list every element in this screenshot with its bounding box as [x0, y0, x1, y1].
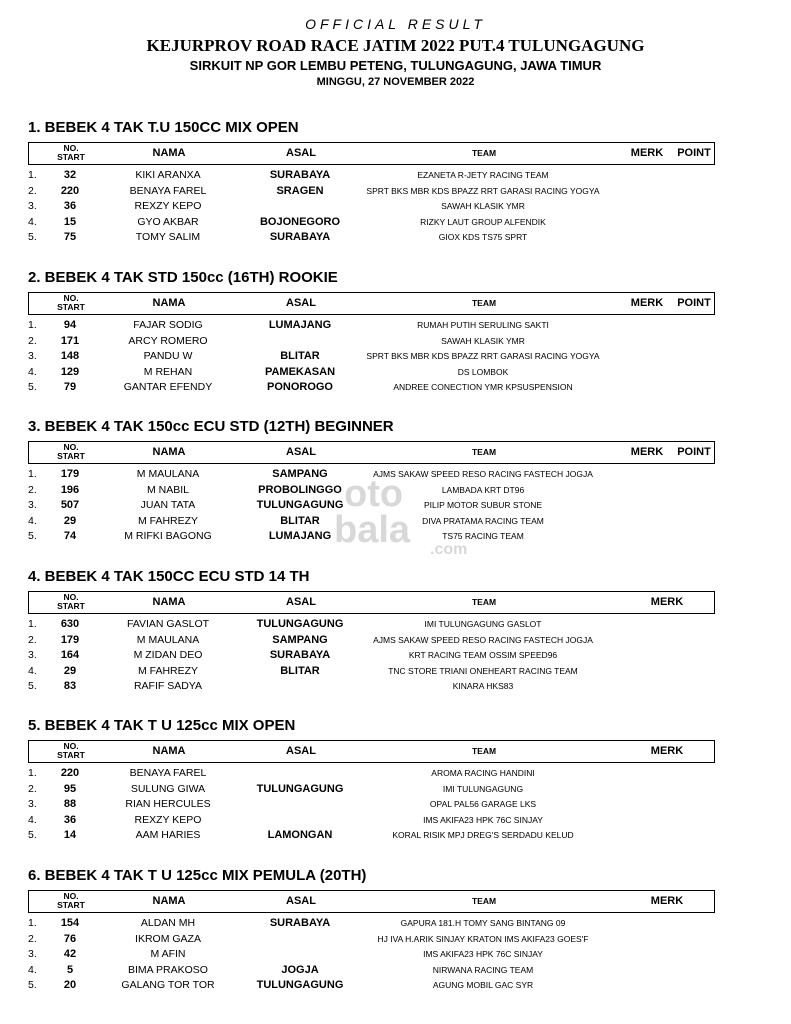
result-row	[28, 978, 716, 994]
column-header-start-line: START	[57, 900, 85, 910]
rider-name: JUAN TATA	[140, 499, 196, 511]
rider-origin: SURABAYA	[269, 649, 331, 661]
rider-origin: LAMONGAN	[267, 829, 333, 841]
start-number: 5	[66, 963, 74, 976]
official-result-label: OFFICIAL RESULT	[305, 16, 486, 32]
start-number: 179	[60, 633, 80, 646]
event-title: KEJURPROV ROAD RACE JATIM 2022 PUT.4 TULUNGAGUNG	[146, 36, 645, 55]
rider-name: FAVIAN GASLOT	[126, 618, 210, 630]
column-header-point: POINT	[677, 446, 711, 458]
rider-name: GYO AKBAR	[137, 215, 199, 228]
results-rows	[28, 617, 716, 695]
result-position: 1.	[28, 169, 37, 181]
start-number: 79	[63, 381, 77, 393]
column-header-asal: ASAL	[286, 147, 316, 159]
team-name: DS LOMBOK	[457, 366, 509, 377]
column-header-merk: MERK	[630, 446, 664, 458]
result-row	[28, 828, 716, 844]
results-table-header	[28, 142, 715, 165]
result-position: 4.	[28, 514, 37, 527]
rider-origin: TULUNGAGUNG	[256, 499, 344, 511]
column-header-merk: MERK	[650, 745, 684, 757]
column-header-merk: MERK	[630, 147, 664, 159]
rider-origin: SAMPANG	[272, 468, 328, 480]
column-header-merk: MERK	[650, 895, 684, 907]
rider-name: M MAULANA	[136, 633, 200, 646]
start-number: 148	[60, 350, 80, 362]
result-row	[28, 230, 716, 246]
result-position: 3.	[28, 948, 37, 960]
start-number: 76	[63, 932, 77, 945]
column-header-no-start	[47, 593, 95, 611]
race-class-title: 4. BEBEK 4 TAK 150CC ECU STD 14 TH	[28, 568, 310, 585]
results-rows	[28, 318, 716, 396]
column-header-start-line: START	[57, 601, 85, 611]
rider-name: PANDU W	[143, 350, 193, 362]
results-rows	[28, 916, 716, 994]
result-row	[28, 813, 716, 829]
start-number: 154	[60, 917, 80, 929]
rider-name: KIKI ARANXA	[135, 169, 201, 181]
column-header-team: TEAM	[471, 298, 497, 308]
rider-origin: LUMAJANG	[268, 530, 332, 542]
rider-name: FAJAR SODIG	[133, 319, 203, 331]
team-name: RUMAH PUTIH SERULING SAKTI	[417, 320, 549, 330]
result-row	[28, 365, 716, 381]
rider-origin: SRAGEN	[276, 184, 324, 197]
results-table-header	[28, 740, 715, 763]
watermark-text-com: .com	[430, 541, 468, 558]
team-name: AROMA RACING HANDINI	[431, 768, 535, 778]
result-row	[28, 648, 716, 664]
result-position: 5.	[28, 381, 37, 393]
result-row	[28, 199, 716, 215]
column-header-no-line: NO.	[63, 442, 79, 452]
start-number: 15	[63, 215, 77, 228]
column-header-no-line: NO.	[63, 741, 79, 751]
rider-name: GANTAR EFENDY	[123, 381, 213, 393]
team-name: SAWAH KLASIK YMR	[441, 335, 525, 346]
result-position: 1.	[28, 618, 37, 630]
rider-origin: SURABAYA	[269, 917, 331, 929]
team-name: TNC STORE TRIANI ONEHEART RACING TEAM	[388, 665, 578, 676]
result-position: 1.	[28, 319, 37, 331]
column-header-asal: ASAL	[286, 446, 316, 458]
result-row	[28, 797, 716, 813]
team-name: KINARA HKS83	[452, 681, 514, 691]
result-position: 1.	[28, 468, 37, 480]
rider-origin: LUMAJANG	[268, 319, 332, 331]
start-number: 32	[63, 169, 77, 181]
start-number: 29	[63, 514, 77, 527]
team-name: HJ IVA H.ARIK SINJAY KRATON IMS AKIFA23 GOES'F	[377, 933, 589, 944]
rider-name: BENAYA FAREL	[129, 184, 207, 197]
race-class-section	[28, 866, 716, 994]
result-position: 4.	[28, 664, 37, 677]
column-header-merk: MERK	[630, 297, 664, 309]
start-number: 29	[63, 664, 77, 677]
rider-origin: SURABAYA	[269, 169, 331, 181]
result-row	[28, 679, 716, 695]
rider-name: M MAULANA	[136, 468, 200, 480]
result-row	[28, 318, 716, 334]
result-row	[28, 215, 716, 231]
team-name: IMI TULUNGAGUNG	[442, 783, 524, 794]
start-number: 220	[60, 184, 80, 197]
column-header-nama: NAMA	[152, 297, 186, 309]
team-name: AJMS SAKAW SPEED RESO RACING FASTECH JOGJA	[373, 469, 593, 479]
team-name: EZANETA R-JETY RACING TEAM	[417, 170, 549, 180]
team-name: KORAL RISIK MPJ DREG'S SERDADU KELUD	[392, 830, 574, 840]
race-class-title: 1. BEBEK 4 TAK T.U 150CC MIX OPEN	[28, 119, 299, 136]
result-position: 5.	[28, 530, 37, 542]
team-name: DIVA PRATAMA RACING TEAM	[422, 515, 544, 526]
rider-origin: PROBOLINGGO	[258, 483, 342, 496]
result-row	[28, 916, 716, 932]
result-position: 4.	[28, 963, 37, 976]
column-header-no-line: NO.	[63, 891, 79, 901]
start-number: 95	[63, 782, 77, 795]
rider-name: SULUNG GIWA	[130, 782, 206, 795]
watermark-text-bala: bala	[334, 509, 411, 551]
rider-name: REXZY KEPO	[134, 813, 202, 826]
rider-name: BIMA PRAKOSO	[128, 963, 208, 976]
column-header-no-line: NO.	[63, 592, 79, 602]
rider-name: RIAN HERCULES	[125, 798, 211, 810]
start-number: 630	[60, 618, 80, 630]
race-class-section	[28, 268, 716, 396]
watermark-text-oto: oto	[344, 473, 404, 515]
column-header-asal: ASAL	[286, 596, 316, 608]
start-number: 42	[63, 948, 77, 960]
column-header-start-line: START	[57, 750, 85, 760]
start-number: 94	[63, 319, 77, 331]
rider-name: AAM HARIES	[135, 829, 201, 841]
column-header-no-start	[47, 742, 95, 760]
rider-name: RAFIF SADYA	[133, 680, 203, 692]
result-position: 2.	[28, 782, 37, 795]
column-header-no-line: NO.	[63, 293, 79, 303]
result-position: 4.	[28, 215, 37, 228]
rider-name: REXZY KEPO	[134, 200, 202, 212]
rider-name: M AFIN	[150, 948, 186, 960]
column-header-team: TEAM	[471, 746, 497, 756]
rider-name: BENAYA FAREL	[129, 767, 207, 779]
column-header-asal: ASAL	[286, 297, 316, 309]
team-name: IMS AKIFA23 HPK 76C SINJAY	[423, 814, 543, 825]
start-number: 75	[63, 231, 77, 243]
result-position: 3.	[28, 649, 37, 661]
result-row	[28, 963, 716, 979]
results-table-header	[28, 591, 715, 614]
results-table-header	[28, 292, 715, 315]
race-class-title: 5. BEBEK 4 TAK T U 125cc MIX OPEN	[28, 717, 296, 734]
circuit-name: SIRKUIT NP GOR LEMBU PETENG, TULUNGAGUNG, JAWA TIMUR	[189, 58, 602, 73]
column-header-no-start	[47, 443, 95, 461]
race-class-section	[28, 567, 716, 695]
start-number: 14	[63, 829, 77, 841]
rider-origin: TULUNGAGUNG	[256, 618, 344, 630]
result-position: 3.	[28, 350, 37, 362]
column-header-no-line: NO.	[63, 143, 79, 153]
team-name: IMI TULUNGAGUNG GASLOT	[424, 619, 542, 629]
column-header-nama: NAMA	[152, 895, 186, 907]
race-class-section	[28, 716, 716, 844]
rider-origin: PAMEKASAN	[264, 365, 336, 378]
column-header-no-start	[47, 144, 95, 162]
team-name: NIRWANA RACING TEAM	[432, 964, 534, 975]
column-header-nama: NAMA	[152, 596, 186, 608]
result-row	[28, 766, 716, 782]
event-date: MINGGU, 27 NOVEMBER 2022	[316, 76, 475, 88]
team-name: IMS AKIFA23 HPK 76C SINJAY	[423, 949, 543, 959]
result-position: 5.	[28, 680, 37, 692]
result-position: 5.	[28, 979, 37, 991]
result-position: 2.	[28, 483, 37, 496]
team-name: AGUNG MOBIL GAC SYR	[432, 980, 534, 990]
rider-origin: BLITAR	[280, 350, 320, 362]
rider-name: M ZIDAN DEO	[133, 649, 203, 661]
result-row	[28, 947, 716, 963]
team-name: RIZKY LAUT GROUP ALFENDIK	[420, 216, 546, 227]
start-number: 88	[63, 798, 77, 810]
column-header-nama: NAMA	[152, 147, 186, 159]
team-name: KRT RACING TEAM OSSIM SPEED96	[408, 650, 558, 660]
result-row	[28, 380, 716, 396]
team-name: AJMS SAKAW SPEED RESO RACING FASTECH JOGJA	[373, 634, 593, 645]
rider-name: ARCY ROMERO	[128, 334, 208, 347]
column-header-team: TEAM	[471, 447, 497, 457]
rider-origin: SAMPANG	[272, 633, 328, 646]
race-class-title: 2. BEBEK 4 TAK STD 150cc (16TH) ROOKIE	[28, 269, 338, 286]
result-position: 5.	[28, 829, 37, 841]
team-name: GAPURA 181.H TOMY SANG BINTANG 09	[400, 918, 566, 928]
result-position: 3.	[28, 798, 37, 810]
start-number: 507	[60, 499, 80, 511]
column-header-nama: NAMA	[152, 446, 186, 458]
column-header-asal: ASAL	[286, 895, 316, 907]
rider-origin: BLITAR	[280, 514, 320, 527]
rider-origin: BLITAR	[280, 664, 320, 677]
team-name: SPRT BKS MBR KDS BPAZZ RRT GARASI RACING YOGYA	[366, 351, 600, 361]
result-row	[28, 334, 716, 350]
start-number: 220	[60, 767, 80, 779]
results-rows	[28, 168, 716, 246]
rider-name: M REHAN	[143, 365, 193, 378]
team-name: TS75 RACING TEAM	[442, 531, 524, 541]
result-row	[28, 168, 716, 184]
result-position: 2.	[28, 932, 37, 945]
column-header-point: POINT	[677, 297, 711, 309]
result-position: 3.	[28, 499, 37, 511]
rider-origin: SURABAYA	[269, 231, 331, 243]
column-header-asal: ASAL	[286, 745, 316, 757]
team-name: GIOX KDS TS75 SPRT	[438, 232, 528, 242]
results-rows	[28, 766, 716, 844]
result-position: 4.	[28, 813, 37, 826]
team-name: SAWAH KLASIK YMR	[441, 201, 525, 211]
column-header-start-line: START	[57, 152, 85, 162]
result-row	[28, 932, 716, 948]
column-header-point: POINT	[677, 147, 711, 159]
rider-origin: TULUNGAGUNG	[256, 782, 344, 795]
column-header-start-line: START	[57, 451, 85, 461]
race-class-title: 6. BEBEK 4 TAK T U 125cc MIX PEMULA (20TH)	[28, 867, 367, 884]
rider-name: ALDAN MH	[140, 917, 196, 929]
result-position: 1.	[28, 767, 37, 779]
team-name: OPAL PAL56 GARAGE LKS	[429, 799, 537, 809]
otobalap-watermark-logo	[330, 470, 500, 560]
result-position: 4.	[28, 365, 37, 378]
team-name: LAMBADA KRT DT96	[441, 484, 525, 495]
result-row	[28, 617, 716, 633]
start-number: 20	[63, 979, 77, 991]
result-position: 3.	[28, 200, 37, 212]
column-header-team: TEAM	[471, 597, 497, 607]
column-header-merk: MERK	[650, 596, 684, 608]
result-row	[28, 782, 716, 798]
result-position: 2.	[28, 334, 37, 347]
result-row	[28, 184, 716, 200]
rider-name: TOMY SALIM	[135, 231, 201, 243]
rider-name: M NABIL	[146, 483, 189, 496]
results-table-header	[28, 890, 715, 913]
result-position: 5.	[28, 231, 37, 243]
start-number: 74	[63, 530, 77, 542]
start-number: 164	[60, 649, 80, 661]
team-name: PILIP MOTOR SUBUR STONE	[423, 500, 543, 510]
start-number: 83	[63, 680, 77, 692]
result-position: 2.	[28, 633, 37, 646]
result-row	[28, 349, 716, 365]
rider-origin: JOGJA	[281, 963, 319, 976]
rider-name: GALANG TOR TOR	[121, 979, 215, 991]
result-position: 1.	[28, 917, 37, 929]
rider-name: M FAHREZY	[137, 514, 199, 527]
column-header-nama: NAMA	[152, 745, 186, 757]
result-row	[28, 664, 716, 680]
rider-origin: PONOROGO	[266, 381, 333, 393]
result-position: 2.	[28, 184, 37, 197]
rider-name: M RIFKI BAGONG	[124, 530, 212, 542]
column-header-no-start	[47, 892, 95, 910]
start-number: 36	[63, 200, 77, 212]
rider-origin: TULUNGAGUNG	[256, 979, 344, 991]
start-number: 196	[60, 483, 80, 496]
team-name: ANDREE CONECTION YMR KPSUSPENSION	[393, 382, 573, 392]
rider-name: IKROM GAZA	[135, 932, 201, 945]
results-table-header	[28, 441, 715, 464]
column-header-team: TEAM	[471, 148, 497, 158]
rider-origin: BOJONEGORO	[259, 215, 341, 228]
team-name: SPRT BKS MBR KDS BPAZZ RRT GARASI RACING YOGYA	[366, 185, 600, 196]
column-header-start-line: START	[57, 302, 85, 312]
column-header-no-start	[47, 294, 95, 312]
start-number: 129	[60, 365, 80, 378]
race-class-title: 3. BEBEK 4 TAK 150cc ECU STD (12TH) BEGINNER	[28, 418, 394, 435]
column-header-team: TEAM	[471, 896, 497, 906]
start-number: 179	[60, 468, 80, 480]
race-class-section	[28, 118, 716, 246]
result-row	[28, 633, 716, 649]
start-number: 36	[63, 813, 77, 826]
rider-name: M FAHREZY	[137, 664, 199, 677]
start-number: 171	[60, 334, 80, 347]
